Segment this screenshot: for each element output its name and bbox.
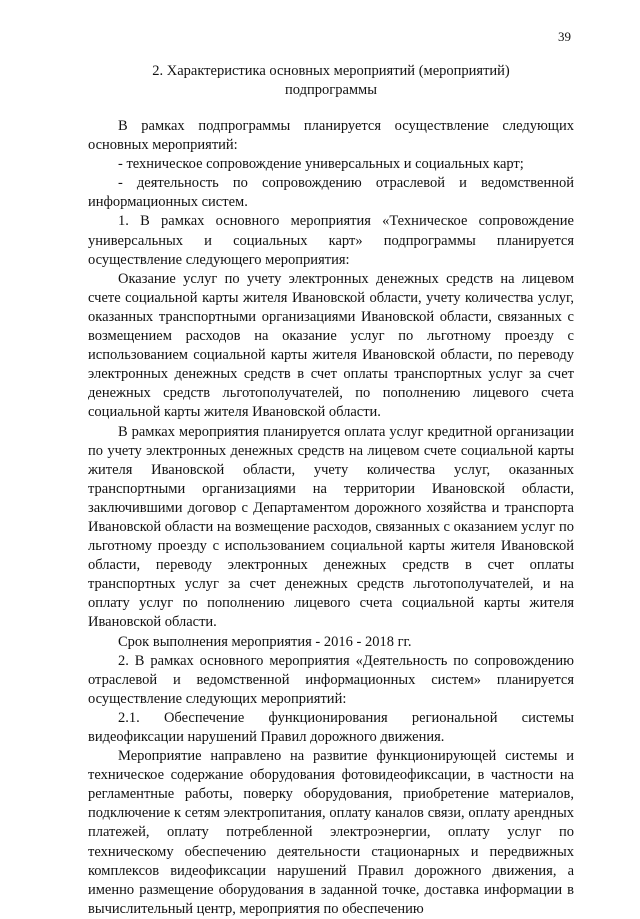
paragraph-main-activity-2: 2. В рамках основного мероприятия «Деятельность по сопровождению отраслевой и ведомственной информационных систем» планируется осуществление следующих мероприятий: [88, 652, 574, 707]
paragraph-intro: В рамках подпрограммы планируется осуществление следующих основных мероприятий: [88, 118, 574, 154]
paragraph-activity-description: Мероприятие направлено на развитие функционирующей системы и техническое содержание оборудования фотовидеофиксации, в частности на регламентные работы, поверку оборудования, приобретение материалов, подключение к сетям электропитания, оплату каналов связи, оплату арендных платежей, оплату потребленной электроэнергии, оплату услуг по техническому обеспечению деятельности стационарных и передвижных комплексов видеофиксации нарушений Правил дорожного движения, а именно размещение оборудования в заданной точке, доставка информации в вычислительный центр, мероприятия по обеспечению [88, 748, 574, 917]
paragraph-payment: В рамках мероприятия планируется оплата услуг кредитной организации по учету электронных денежных средств на лицевом счете социальной карты жителя Ивановской области, учету количества услуг, оказанных транспортными организациями на территории Ивановской области, заключившими договор с Департаментом дорожного хозяйства и транспорта Ивановской области на возмещение расходов, связанных с оказанием услуг по льготному проезду с использованием социальной карты жителя Ивановской области, переводу электронных денежных средств в счет оплаты транспортных услуг за счет денежных средств льготополучателей, и на оплату услуг по пополнению лицевого счета социальной карты жителя Ивановской области. [88, 423, 574, 631]
paragraph-activity-2-1: 2.1. Обеспечение функционирования региональной системы видеофиксации нарушений Правил дорожного движения. [88, 709, 574, 745]
section-heading-line-1: 2. Характеристика основных мероприятий (мероприятий) [152, 63, 510, 79]
page-number: 39 [558, 29, 571, 44]
body-text [88, 117, 574, 919]
paragraph-services: Оказание услуг по учету электронных денежных средств на лицевом счете социальной карты жителя Ивановской области, учету количества услуг, оказанных транспортными организациями Ивановской области, связанных с возмещением расходов на оказание услуг по льготному проезду с использованием социальной карты жителя Ивановской области, по переводу электронных денежных средств в счет оплаты транспортных услуг за счет денежных средств льготополучателей, по пополнению лицевого счета социальной карты жителя Ивановской области. [88, 270, 574, 421]
section-heading [88, 62, 574, 100]
list-item-info-systems: - деятельность по сопровождению отраслевой и ведомственной информационных систем. [88, 175, 574, 211]
paragraph-main-activity-1: 1. В рамках основного мероприятия «Техническое сопровождение универсальных и социальных карт» подпрограммы планируется осуществление следующего мероприятия: [88, 213, 574, 268]
list-item-technical-support: - техническое сопровождение универсальных и социальных карт; [118, 156, 524, 173]
section-heading-line-2: подпрограммы [285, 82, 377, 98]
paragraph-deadline: Срок выполнения мероприятия - 2016 - 2018 гг. [118, 633, 412, 650]
